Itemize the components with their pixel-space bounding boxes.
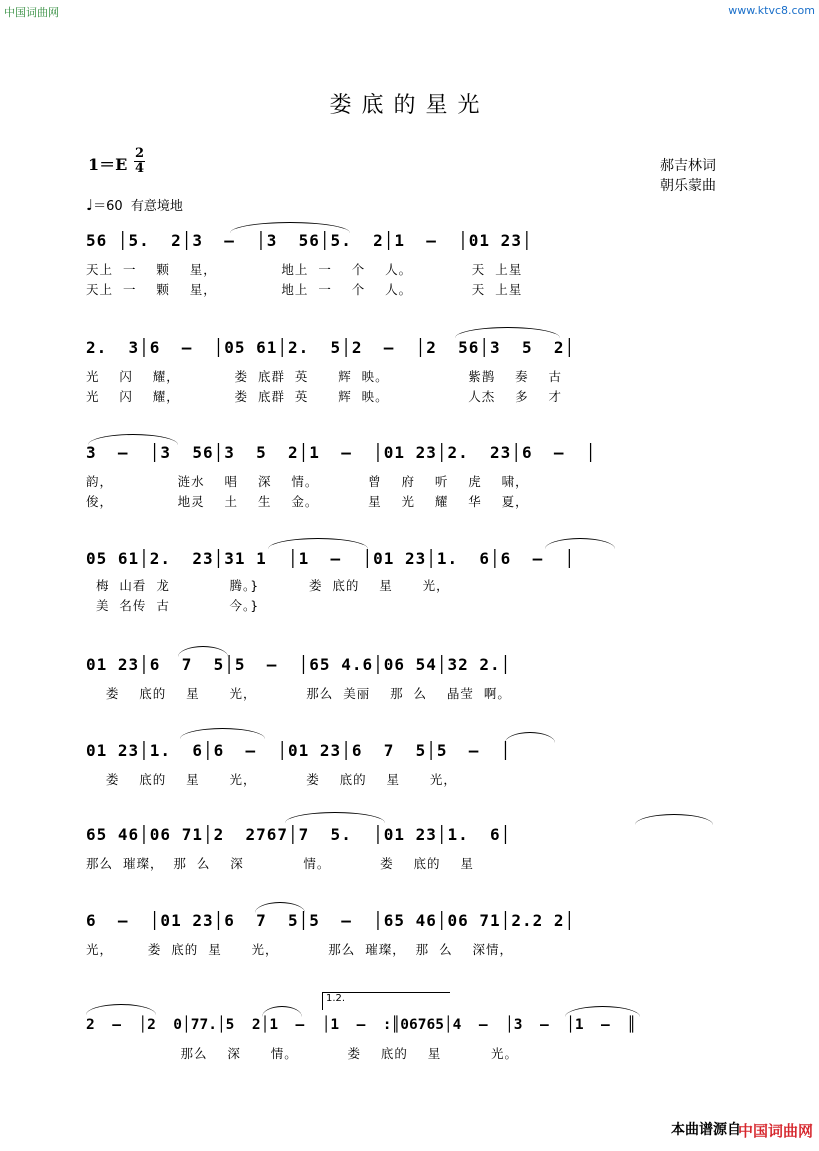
- slur-mark: [88, 434, 178, 445]
- notation-line: 05 61│2. 23│31 1 │1 – │01 23│1. 6│6 – │: [86, 549, 576, 568]
- lyrics-verse-1: 那么 深 情。 娄 底的 星 光。: [86, 1046, 518, 1061]
- lyrics-verse-1: 娄 底的 星 光， 那么 美丽 那 么 晶莹 啊。: [86, 686, 511, 701]
- slur-mark: [178, 646, 228, 657]
- slur-mark: [230, 222, 350, 233]
- slur-mark: [285, 812, 385, 823]
- lyrics-verse-1: 韵， 涟水 唱 深 情。 曾 府 听 虎 啸，: [86, 474, 529, 489]
- site-watermark-left: 中国词曲网: [4, 6, 59, 19]
- time-signature: [134, 148, 145, 175]
- slur-mark: [635, 814, 713, 825]
- site-watermark-right: www.ktvc8.com: [728, 4, 815, 17]
- slur-mark: [268, 538, 368, 549]
- volta-label: 1.2.: [326, 993, 346, 1004]
- tempo-value: ＝60: [93, 199, 123, 214]
- notation-line: 3 – │3 56│3 5 2│1 – │01 23│2. 23│6 – │: [86, 443, 597, 462]
- slur-mark: [455, 327, 560, 338]
- time-signature-top: 2: [134, 146, 145, 161]
- notation-line: 2 – │2 0│77.│5 2│1 – │1 – :║06765│4 – │3 – │1 – ║: [86, 1017, 636, 1033]
- expression-marking: 有意境地: [130, 199, 183, 214]
- lyrics-verse-1: 光 闪 耀， 娄 底群 英 辉 映。 紫鹊 奏 古: [86, 369, 563, 384]
- notation-line: 65 46│06 71│2 2767│7 5. │01 23│1. 6│: [86, 825, 512, 844]
- lyricist-credit: 郝吉林词: [660, 158, 716, 174]
- lyrics-verse-1: 梅 山看 龙 腾。} 娄 底的 星 光，: [86, 578, 450, 593]
- time-signature-bottom: 4: [134, 161, 145, 176]
- footer-site-link[interactable]: 中国词曲网: [737, 1122, 813, 1140]
- composer-credit: 朝乐蒙曲: [660, 178, 716, 194]
- slur-mark: [505, 732, 555, 743]
- lyrics-verse-2: 俊， 地灵 土 生 金。 星 光 耀 华 夏，: [86, 494, 529, 509]
- slur-mark: [565, 1006, 640, 1017]
- tempo-marking: [86, 195, 183, 214]
- footer-source-label: 本曲谱源自: [671, 1122, 741, 1138]
- volta-bracket: [322, 992, 450, 1010]
- quarter-note-icon: ♩: [86, 196, 94, 214]
- notation-line: 01 23│6 7 5│5 – │65 4.6│06 54│32 2.│: [86, 655, 512, 674]
- slur-mark: [545, 538, 615, 549]
- lyrics-verse-1: 光， 娄 底的 星 光， 那么 璀璨， 那 么 深情，: [86, 942, 514, 957]
- slur-mark: [262, 1006, 302, 1017]
- key-signature: 1＝E: [88, 155, 128, 174]
- song-title: 娄底的星光: [329, 93, 490, 118]
- lyrics-verse-2: 美 名传 古 今。}: [86, 598, 260, 613]
- slur-mark: [86, 1004, 156, 1015]
- lyrics-verse-2: 天上 一 颗 星， 地上 一 个 人。 天 上星: [86, 282, 523, 297]
- lyrics-verse-2: 光 闪 耀， 娄 底群 英 辉 映。 人杰 多 才: [86, 389, 563, 404]
- lyrics-verse-1: 那么 璀璨， 那 么 深 情。 娄 底的 星: [86, 856, 474, 871]
- slur-mark: [180, 728, 265, 739]
- lyrics-verse-1: 天上 一 颗 星， 地上 一 个 人。 天 上星: [86, 262, 523, 277]
- lyrics-verse-1: 娄 底的 星 光， 娄 底的 星 光，: [86, 772, 457, 787]
- notation-line: 2. 3│6 – │05 61│2. 5│2 – │2 56│3 5 2│: [86, 338, 576, 357]
- notation-line: 6 – │01 23│6 7 5│5 – │65 46│06 71│2.2 2│: [86, 911, 576, 930]
- notation-line: 56 │5. 2│3 – │3 56│5. 2│1 – │01 23│: [86, 231, 533, 250]
- slur-mark: [255, 902, 305, 913]
- notation-line: 01 23│1. 6│6 – │01 23│6 7 5│5 – │: [86, 741, 512, 760]
